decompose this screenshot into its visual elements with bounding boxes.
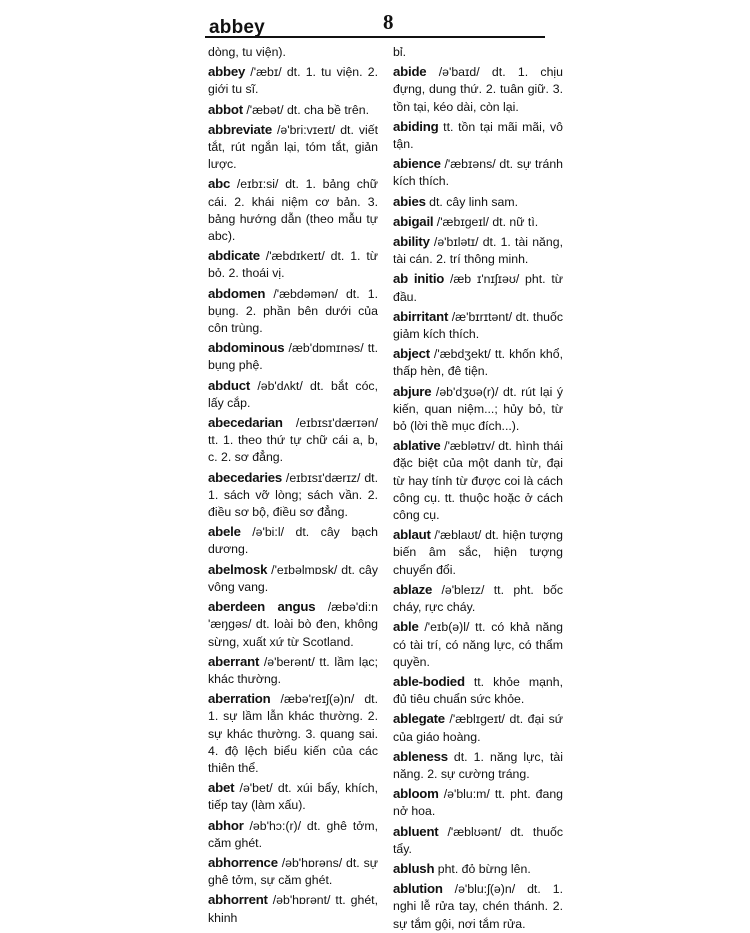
dictionary-entry [208, 854, 378, 889]
entry-headword: abc [208, 176, 231, 192]
entry-headword: abdominous [208, 340, 285, 356]
entry-headword: ablush [393, 860, 435, 876]
dictionary-entry [393, 63, 563, 116]
entry-headword: abjure [393, 383, 432, 399]
entry-definition: /æbə'di:n 'æŋgəs/ dt. loài bò đen, không sừng, xuất xứ từ Scotland. [208, 600, 378, 649]
entry-definition: /ə'blu:ʃ(ə)n/ dt. 1. nghi lễ rửa tay, chén thánh. 2. sự tắm gội, nơi tắm rửa. [393, 882, 563, 931]
dictionary-entry [393, 710, 563, 745]
entry-headword: able [393, 619, 419, 635]
entry-definition: /'æblətɪv/ dt. hình thái đặc biệt của một danh từ, đại từ hay tính từ được coi là cách công cụ. tt. thuộc hoặc ở cách công cụ. [393, 439, 563, 523]
dictionary-entry [393, 213, 563, 231]
entry-headword: abecedarian [208, 415, 283, 431]
entry-headword: ableness [393, 748, 448, 764]
entry-definition: /eɪbɪsɪ'dærɪz/ dt. 1. sách vỡ lòng; sách vần. 2. điều sơ bộ, điều sơ đẳng. [208, 470, 378, 520]
dictionary-entry [393, 823, 563, 858]
entry-definition: /ə'blu:m/ tt. pht. đang nở hoa. [393, 787, 563, 819]
entry-definition: /əb'hɒrənt/ tt. ghét, khinh [208, 893, 378, 925]
entry-headword: abbey [208, 64, 246, 80]
dictionary-entry [393, 308, 563, 343]
entry-definition: /əb'dʒʊə(r)/ dt. rút lại ý kiến, quan niệm...; hủy bỏ, từ bỏ (lời thề mục đích...). [393, 384, 563, 434]
entry-definition: /ə'baɪd/ dt. 1. chịu đựng, dung thứ. 2. tuân giữ. 3. tồn tại, kéo dài, còn lại. [393, 65, 563, 114]
entry-definition: /ə'bleɪz/ tt. pht. bốc cháy, rực cháy. [393, 582, 563, 615]
dictionary-entry [393, 618, 563, 671]
entry-headword: abluent [393, 823, 439, 839]
entry-list [208, 63, 378, 927]
dictionary-entry [393, 748, 563, 783]
entry-headword: abdomen [208, 285, 266, 301]
continuation-text: dòng, tu viện). [208, 45, 286, 59]
entry-headword: aberdeen angus [208, 599, 316, 615]
entry-headword: ablative [393, 438, 441, 454]
entry-definition: /'æbdəmən/ dt. 1. bụng. 2. phần bên dưới của côn trùng. [208, 286, 378, 336]
dictionary-entry [393, 155, 563, 190]
entry-definition: /ə'bi:l/ dt. cây bạch dương. [208, 525, 378, 557]
dictionary-entry [208, 414, 378, 467]
entry-headword: abduct [208, 377, 251, 393]
entry-list [393, 63, 563, 933]
dictionary-entry [393, 383, 563, 436]
entry-definition: /ə'bri:vɪeɪt/ dt. viết tắt, rút ngắn lại, tóm tắt, giản lược. [208, 122, 378, 172]
entry-headword: abloom [393, 786, 439, 802]
entry-definition: /'æbɪəns/ dt. sự tránh kích thích. [393, 157, 563, 189]
entry-headword: abhor [208, 817, 244, 833]
entry-definition: /æ'bɪrɪtənt/ dt. thuốc giảm kích thích. [393, 309, 563, 342]
page-header [205, 8, 545, 38]
entry-headword: abet [208, 780, 235, 796]
entry-definition: /æbə'reɪʃ(ə)n/ dt. 1. sự lầm lẫn khác thường. 2. sự khác thường. 3. quang sai. 4. độ lệch biểu kiến của các thiên thể. [208, 692, 378, 775]
entry-headword: aberration [208, 691, 271, 707]
entry-headword: ablaze [393, 581, 433, 597]
entry-headword: abbreviate [208, 121, 272, 137]
entry-definition: pht. đỏ bừng lên. [434, 861, 531, 876]
entry-headword: aberrant [208, 653, 260, 669]
entry-headword: abele [208, 524, 241, 540]
dictionary-entry [208, 377, 378, 412]
dictionary-entry [208, 339, 378, 374]
entry-definition: /ə'bɪlətɪ/ dt. 1. tài năng, tài cán. 2. trí thông minh. [393, 235, 563, 267]
dictionary-entry [393, 118, 563, 153]
dictionary-entry [393, 233, 563, 268]
dictionary-entry [208, 561, 378, 596]
entry-definition: tt. tồn tại mãi mãi, vô tận. [393, 119, 563, 152]
entry-definition: /'eɪb(ə)l/ tt. có khả năng có tài trí, có năng lực, có thẩm quyền. [393, 620, 563, 669]
entry-definition: /'æbdɪkeɪt/ dt. 1. từ bỏ. 2. thoái vị. [208, 249, 378, 281]
dictionary-entry [393, 581, 563, 616]
entry-definition: /'æblɪgeɪt/ dt. đại sứ của giáo hoàng. [393, 712, 563, 744]
entry-definition: /æb ɪ'nɪʃɪəʊ/ pht. từ đầu. [393, 272, 563, 304]
entry-headword: ability [393, 234, 430, 250]
dictionary-entry [208, 598, 378, 651]
dictionary-entry [208, 817, 378, 852]
dictionary-entry [393, 345, 563, 380]
entry-definition: /'æbət/ dt. cha bề trên. [242, 102, 369, 117]
left-column [208, 44, 378, 925]
entry-headword: abhorrent [208, 892, 268, 908]
entry-definition: tt. khỏe mạnh, đủ tiêu chuẩn sức khỏe. [393, 674, 563, 707]
dictionary-entry [393, 270, 563, 305]
entry-headword: ab initio [393, 271, 445, 287]
dictionary-entry [393, 673, 563, 708]
entry-definition: /ə'berənt/ tt. lầm lạc; khác thường. [208, 654, 378, 686]
entry-headword: abigail [393, 213, 434, 229]
continuation-text: bỉ. [393, 45, 406, 59]
dictionary-entry [393, 785, 563, 820]
entry-headword: abide [393, 64, 427, 80]
entry-definition: /eɪbɪ:si/ dt. 1. bảng chữ cái. 2. khái niệm cơ bản. 3. bảng hướng dẫn (theo mẫu tự abc). [208, 177, 378, 244]
entry-definition: /eɪbɪsɪ'dærɪən/ tt. 1. theo thứ tự chữ cái a, b, c. 2. sơ đẳng. [208, 416, 378, 465]
entry-headword: abirritant [393, 308, 449, 324]
entry-headword: able-bodied [393, 673, 465, 689]
entry-headword: abecedaries [208, 469, 283, 485]
dictionary-entry [393, 880, 563, 933]
dictionary-entry [208, 101, 378, 119]
entry-definition: /'æblaʊt/ dt. hiện tượng biến âm sắc, hiện tượng chuyển đổi. [393, 528, 563, 577]
entry-headword: abject [393, 346, 430, 362]
entry-headword: abies [393, 193, 426, 209]
entry-definition: /əb'hɔ:(r)/ dt. ghê tởm, căm ghét. [208, 818, 378, 850]
dictionary-entry [208, 891, 378, 926]
entry-definition: /ə'bet/ dt. xúi bẩy, khích, tiếp tay (làm xấu). [208, 781, 378, 813]
entry-definition: /'eɪbəlmɒsk/ dt. cây vông vang. [208, 562, 378, 594]
dictionary-entry [208, 523, 378, 558]
entry-headword: abbot [208, 101, 243, 117]
entry-definition: dt. 1. năng lực, tài năng. 2. sự cường tráng. [393, 749, 563, 781]
entry-headword: ablution [393, 881, 443, 897]
dictionary-entry [208, 653, 378, 688]
entry-definition: /æb'dɒmɪnəs/ tt. bụng phệ. [208, 341, 378, 373]
entry-headword: ablegate [393, 711, 445, 727]
entry-headword: abdicate [208, 248, 260, 264]
dictionary-entry [393, 526, 563, 579]
guide-word: abbey [209, 17, 265, 38]
dictionary-entry [393, 437, 563, 524]
entry-headword: abience [393, 156, 441, 172]
right-column [393, 44, 563, 931]
entry-headword: abhorrence [208, 854, 278, 870]
entry-definition: dt. cây linh sam. [425, 194, 518, 209]
dictionary-entry [208, 285, 378, 338]
dictionary-entry [208, 469, 378, 522]
entry-headword: abelmosk [208, 561, 268, 577]
entry-definition: /'æbɪ/ dt. 1. tu viện. 2. giới tu sĩ. [208, 65, 378, 97]
entry-definition: /'æbdʒekt/ tt. khốn khổ, thấp hèn, đê tiện. [393, 347, 563, 379]
dictionary-entry [208, 63, 378, 98]
entry-headword: ablaut [393, 527, 431, 543]
dictionary-entry [208, 690, 378, 777]
entry-definition: /əb'hɒrəns/ dt. sự ghê tởm, sự căm ghét. [208, 855, 378, 888]
entry-headword: abiding [393, 118, 439, 134]
dictionary-entry [208, 175, 378, 245]
entry-definition: /'æblʊənt/ dt. thuốc tẩy. [393, 824, 563, 856]
dictionary-entry [208, 247, 378, 282]
page-number: 8 [383, 10, 394, 34]
entry-definition: /'æbɪgeɪl/ dt. nữ tì. [433, 214, 539, 229]
dictionary-entry [393, 860, 563, 878]
dictionary-entry [393, 193, 563, 211]
entry-definition: /əb'dʌkt/ dt. bắt cóc, lấy cắp. [208, 378, 378, 410]
dictionary-entry [208, 121, 378, 174]
dictionary-entry [208, 779, 378, 814]
header-rule [205, 36, 545, 38]
